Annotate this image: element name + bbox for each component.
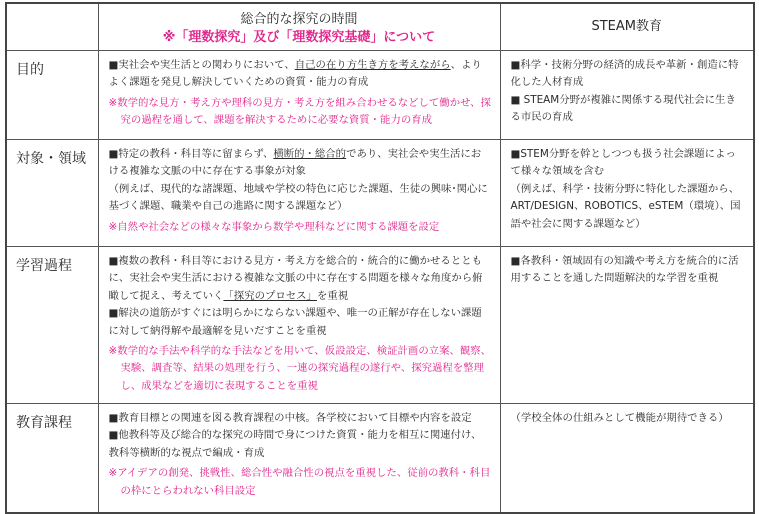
row-label-learning-process: 学習過程 bbox=[6, 247, 98, 404]
curriculum-integrated-note: ※アイデアの創発、挑戦性、総合性や融合性の視点を重視した、従前の教科・科目の枠にとらわれない科目設定 bbox=[108, 467, 491, 497]
target-steam-item-1: ■STEM分野を幹としつつも扱う社会課題によって様々な領域を含む bbox=[510, 148, 736, 178]
header-col2-note: ※「理数探究」及び「理数探究基礎」について bbox=[162, 29, 436, 45]
target-integrated-cell bbox=[98, 140, 500, 247]
header-row bbox=[6, 3, 754, 51]
row-label-target-domain: 対象・領域 bbox=[6, 140, 98, 247]
header-integrated-inquiry bbox=[98, 3, 500, 51]
purpose-integrated-main bbox=[109, 57, 492, 92]
text-segment: ■複数の教科・科目等における見方・考え方を総合的・統合的に働かせるとともに、実社会や実生活における複雑な文脈の中に存在する問題を様々な角度から俯瞰して捉え、考えていく bbox=[108, 255, 483, 302]
underlined-phrase: 自己の在り方生き方を考えながら bbox=[294, 59, 451, 71]
curriculum-integrated-cell bbox=[98, 404, 500, 514]
process-steam-item-1: ■各教科・領域固有の知識や考え方を統合的に活用することを通した問題解決的な学習を重視 bbox=[510, 255, 739, 285]
row-label-purpose: 目的 bbox=[6, 51, 98, 140]
target-steam-cell bbox=[500, 140, 754, 247]
row-learning-process bbox=[6, 247, 754, 404]
process-steam-cell bbox=[500, 247, 754, 404]
text-segment: であり、実社会や実生活における複雑な文脈の中に存在する事象が対象 bbox=[108, 148, 482, 178]
row-target-domain bbox=[6, 140, 754, 247]
row-purpose bbox=[6, 51, 754, 140]
purpose-steam-item-2: ■ STEAM分野が複雑に関係する現代社会に生きる市民の育成 bbox=[510, 93, 736, 124]
header-empty-cell bbox=[6, 3, 98, 51]
process-integrated-cell bbox=[98, 247, 500, 404]
curriculum-integrated-item-2: ■他教科等及び総合的な探究の時間で身につけた資質・能力を相互に関連付け、教科等横断的な視点で編成・育成 bbox=[108, 429, 482, 459]
target-integrated-main bbox=[109, 146, 492, 181]
process-integrated-note: ※数学的な手法や科学的な手法などを用いて、仮設設定、検証計画の立案、観察、実験、調査等、結果の処理を行う、一連の探究過程の遂行や、探究過程を整理し、成果などを適切に表現することを重視 bbox=[108, 345, 492, 392]
comparison-table bbox=[5, 2, 755, 514]
row-label-curriculum: 教育課程 bbox=[6, 404, 98, 514]
curriculum-integrated-item-1: ■教育目標との関連を図る教育課程の中核。各学校において目標や内容を設定 bbox=[108, 412, 472, 424]
target-integrated-note: ※自然や社会などの様々な事象から数学や理科などに関する課題を設定 bbox=[108, 220, 440, 233]
purpose-integrated-note: ※数学的な見方・考え方や理科の見方・考え方を組み合わせるなどして働かせ、探究の過程を通して、課題を解決するために必要な資質・能力の育成 bbox=[108, 96, 491, 127]
process-integrated-item-2: ■解決の道筋がすぐには明らかにならない課題や、唯一の正解が存在しない課題に対して納得解や最適解を見いだすことを重視 bbox=[108, 307, 482, 337]
underlined-phrase: 横断的・総合的 bbox=[273, 148, 347, 160]
row-curriculum bbox=[6, 404, 754, 514]
curriculum-steam-cell bbox=[500, 404, 754, 514]
target-integrated-examples: （例えば、現代的な諸課題、地域や学校の特色に応じた課題、生徒の興味･関心に基づく課題、職業や自己の進路に関する課題など） bbox=[108, 182, 488, 213]
purpose-integrated-cell bbox=[98, 51, 500, 140]
header-col3-title: STEAM教育 bbox=[591, 19, 663, 34]
curriculum-steam-item-1: （学校全体の仕組みとして機能が期待できる） bbox=[510, 412, 729, 424]
header-steam bbox=[500, 3, 754, 51]
purpose-steam-cell bbox=[500, 51, 754, 140]
text-segment: ■実社会や実生活との関わりにおいて、 bbox=[108, 59, 295, 71]
text-segment: 、よりよく課題を発見し解決していくための資質・能力の育成 bbox=[108, 59, 482, 89]
purpose-steam-item-1: ■科学・技術分野の経済的成長や革新・創造に特化した人材育成 bbox=[510, 59, 739, 89]
text-segment: を重視 bbox=[316, 289, 349, 302]
target-steam-item-2: （例えば、科学・技術分野に特化した課題から、ART/DESIGN、ROBOTICS、eSTEM（環境）、国語や社会に関する課題など） bbox=[510, 182, 741, 230]
text-segment: ■特定の教科・科目等に留まらず、 bbox=[108, 148, 274, 160]
process-integrated-main bbox=[109, 253, 492, 305]
underlined-phrase: 「探究のプロセス」 bbox=[223, 289, 317, 302]
header-col2-title: 総合的な探究の時間 bbox=[240, 11, 358, 27]
